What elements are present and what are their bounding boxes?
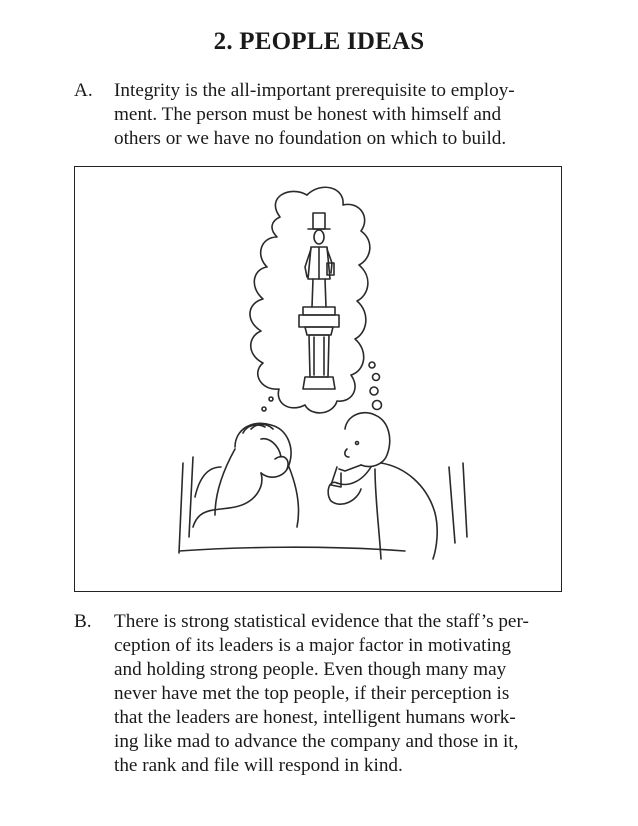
page-title: 2. PEOPLE IDEAS — [213, 28, 425, 55]
item-text-line: never have met the top people, if their perception is — [114, 683, 510, 704]
item-text-line: the rank and file will respond in kind. — [114, 755, 403, 776]
item-marker: B. — [74, 611, 92, 632]
item-text-line: that the leaders are honest, intelligent humans work- — [114, 707, 516, 728]
item-text-line: ing like mad to advance the company and those in it, — [114, 731, 519, 752]
cartoon-illustration — [74, 166, 562, 592]
thought-bubble — [250, 187, 370, 413]
item-text-line: Integrity is the all-important prerequisite to employ- — [114, 80, 515, 101]
statue-hat — [313, 213, 325, 229]
statue-head — [314, 230, 324, 244]
item-text-line: There is strong statistical evidence that the staff’s per- — [114, 611, 529, 632]
item-text-line: and holding strong people. Even though many may — [114, 659, 507, 680]
statue-plinth — [303, 307, 335, 315]
item-text-line: ment. The person must be honest with himself and — [114, 104, 502, 125]
item-text-line: ception of its leaders is a major factor in motivating — [114, 635, 511, 656]
table-edge — [179, 547, 405, 551]
item-marker: A. — [74, 80, 93, 101]
item-text-line: others or we have no foundation on which to build. — [114, 128, 507, 149]
right-person — [345, 413, 390, 467]
cartoon-drawing — [75, 167, 563, 593]
